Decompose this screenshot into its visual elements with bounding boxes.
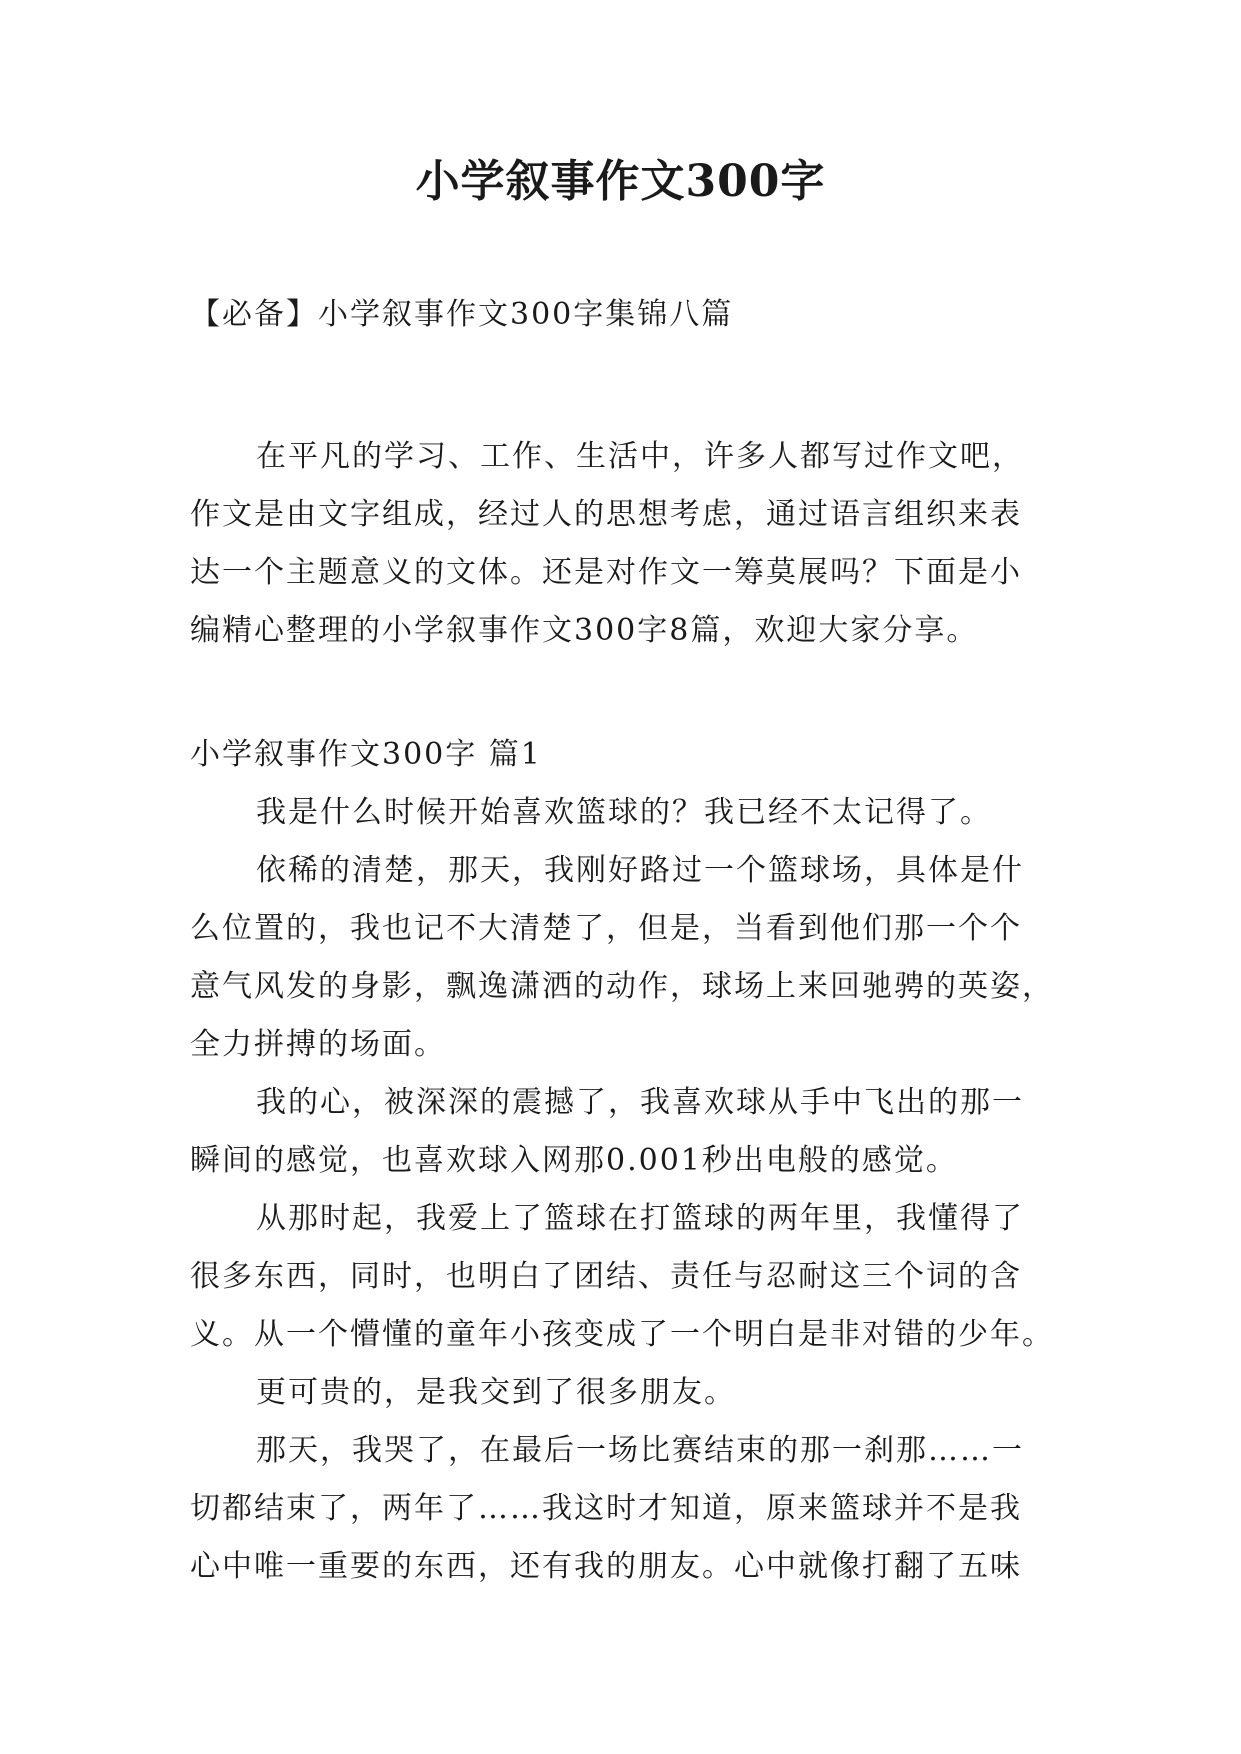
body-line: 更可贵的，是我交到了很多朋友。 <box>256 1375 736 1410</box>
intro-line: 作文是由文字组成，经过人的思想考虑，通过语言组织来表 <box>190 497 1022 532</box>
body-line: 从那时起，我爱上了篮球在打篮球的两年里，我懂得了 <box>256 1201 1024 1236</box>
spacer <box>190 660 1070 726</box>
intro-line: 编精心整理的小学叙事作文300字8篇，欢迎大家分享。 <box>190 613 979 648</box>
body-line: 么位置的，我也记不大清楚了，但是，当看到他们那一个个 <box>190 911 1022 946</box>
body-line: 全力拼搏的场面。 <box>190 1027 446 1062</box>
document-content <box>190 286 1070 1596</box>
spacer <box>190 344 1070 428</box>
body-line: 很多东西，同时，也明白了团结、责任与忍耐这三个词的含 <box>190 1259 1022 1294</box>
body-line: 意气风发的身影，飘逸潇洒的动作，球场上来回驰骋的英姿， <box>190 969 1054 1004</box>
intro-line: 达一个主题意义的文体。还是对作文一筹莫展吗？下面是小 <box>190 555 1022 590</box>
body-line: 我是什么时候开始喜欢篮球的？我已经不太记得了。 <box>256 795 992 830</box>
body-line: 我的心，被深深的震撼了，我喜欢球从手中飞出的那一 <box>256 1085 1024 1120</box>
body-line: 那天，我哭了，在最后一场比赛结束的那一刹那……一 <box>256 1433 1024 1468</box>
body-line: 依稀的清楚，那天，我刚好路过一个篮球场，具体是什 <box>256 853 1024 888</box>
page-title: 小学叙事作文300字 <box>415 156 826 207</box>
document-subtitle: 【必备】小学叙事作文300字集锦八篇 <box>190 297 734 332</box>
body-line: 义。从一个懵懂的童年小孩变成了一个明白是非对错的少年。 <box>190 1317 1054 1352</box>
section-heading: 小学叙事作文300字 篇1 <box>190 737 542 772</box>
body-line: 瞬间的感觉，也喜欢球入网那0.001秒出电般的感觉。 <box>190 1143 958 1178</box>
intro-line: 在平凡的学习、工作、生活中，许多人都写过作文吧， <box>256 439 1024 474</box>
body-line: 心中唯一重要的东西，还有我的朋友。心中就像打翻了五味 <box>190 1549 1022 1584</box>
essay-body <box>190 784 1070 1596</box>
intro-paragraph <box>190 428 1070 660</box>
body-line: 切都结束了，两年了……我这时才知道，原来篮球并不是我 <box>190 1491 1022 1526</box>
